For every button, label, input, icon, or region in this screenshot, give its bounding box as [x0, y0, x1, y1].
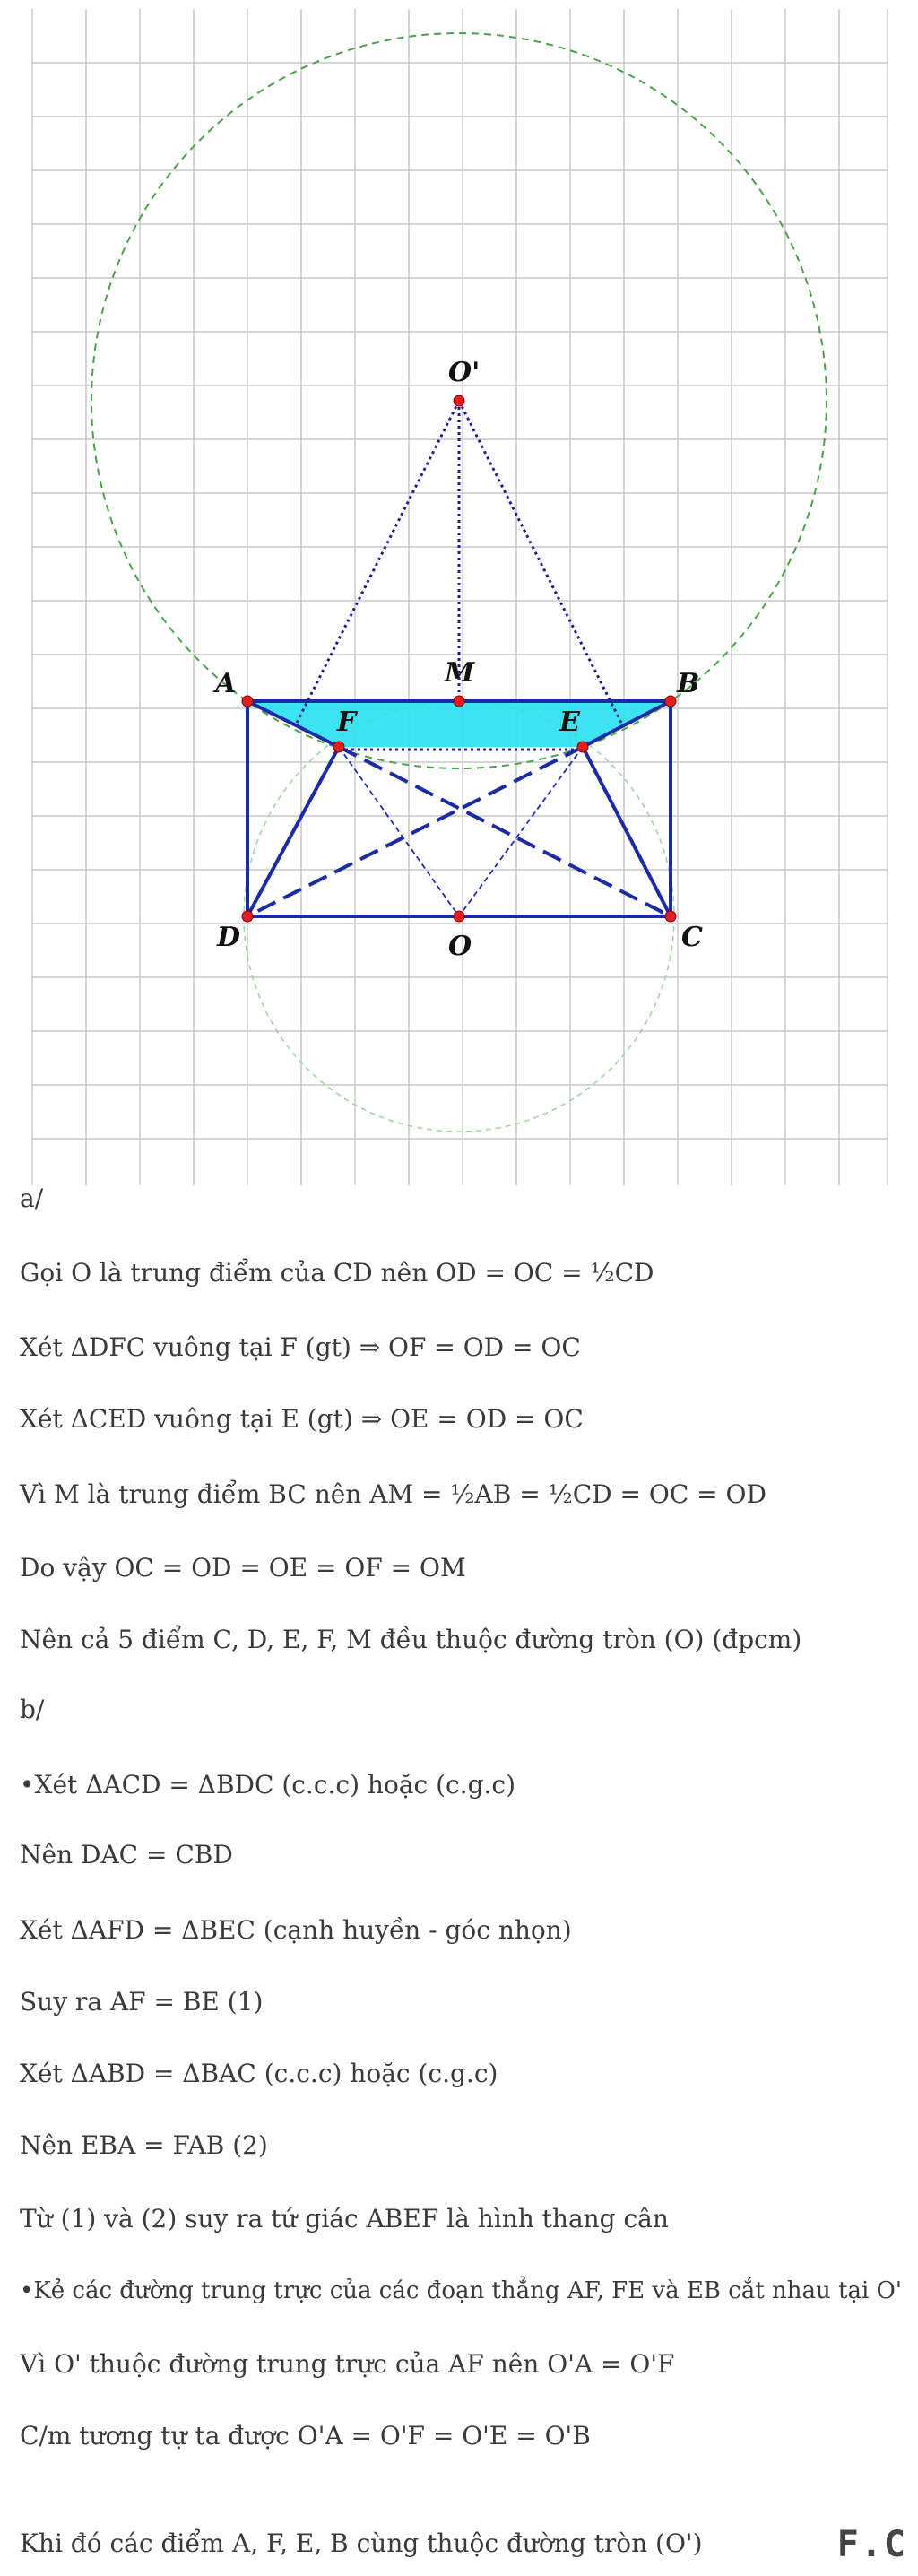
- text-line: Nên DAC = CBD: [20, 1840, 233, 1869]
- point-d: [242, 911, 253, 922]
- label-f: F: [337, 707, 357, 738]
- label-b: B: [677, 668, 700, 699]
- text-line: Xét ΔCED vuông tại E (gt) ⇒ OE = OD = OC: [20, 1404, 584, 1434]
- text-line: Do vậy OC = OD = OE = OF = OM: [20, 1553, 466, 1583]
- signature: F.C: [836, 2524, 907, 2565]
- point-o: [454, 911, 464, 922]
- line-b-heading: b/: [20, 1695, 45, 1724]
- text-line: •Xét ΔACD = ΔBDC (c.c.c) hoặc (c.g.c): [20, 1770, 516, 1800]
- point-e: [577, 742, 588, 752]
- point-m: [454, 696, 464, 707]
- text-line: Nên EBA = FAB (2): [20, 2130, 268, 2160]
- point-a: [242, 696, 253, 707]
- text-line: Từ (1) và (2) suy ra tứ giác ABEF là hình thang cân: [20, 2204, 669, 2233]
- text-line: Xét ΔDFC vuông tại F (gt) ⇒ OF = OD = OC: [20, 1332, 581, 1362]
- geometry-figure: [0, 0, 918, 1193]
- label-d: D: [217, 922, 241, 953]
- label-a: A: [215, 668, 237, 699]
- text-line: C/m tương tự ta được O'A = O'F = O'E = O'B: [20, 2421, 591, 2450]
- text-line: Khi đó các điểm A, F, E, B cùng thuộc đường tròn (O'): [20, 2528, 703, 2558]
- text-line: Xét ΔABD = ΔBAC (c.c.c) hoặc (c.g.c): [20, 2059, 498, 2088]
- label-o-prime: O': [448, 357, 481, 388]
- label-m: M: [445, 657, 475, 689]
- label-c: C: [681, 922, 703, 953]
- label-e: E: [559, 707, 580, 738]
- point-c: [665, 911, 676, 922]
- text-line: Vì O' thuộc đường trung trực của AF nên O'A = O'F: [20, 2349, 675, 2379]
- text-line: Vì M là trung điểm BC nên AM = ½AB = ½CD = OC = OD: [20, 1479, 766, 1509]
- text-line: •Kẻ các đường trung trực của các đoạn thẳng AF, FE và EB cắt nhau tại O': [20, 2277, 902, 2304]
- diagonals: [247, 747, 671, 916]
- point-f: [333, 742, 344, 752]
- line-a-heading: a/: [20, 1184, 44, 1213]
- thin-dashed-lines: [339, 747, 583, 916]
- text-line: Nên cả 5 điểm C, D, E, F, M đều thuộc đường tròn (O) (đpcm): [20, 1625, 802, 1654]
- text-line: Suy ra AF = BE (1): [20, 1987, 264, 2017]
- text-line: Xét ΔAFD = ΔBEC (cạnh huyền - góc nhọn): [20, 1915, 572, 1945]
- point-o-prime: [454, 395, 464, 406]
- point-b: [665, 696, 676, 707]
- text-line: Gọi O là trung điểm của CD nên OD = OC = ½CD: [20, 1258, 654, 1288]
- trapezoid-fill: [247, 701, 671, 747]
- label-o: O: [448, 931, 472, 962]
